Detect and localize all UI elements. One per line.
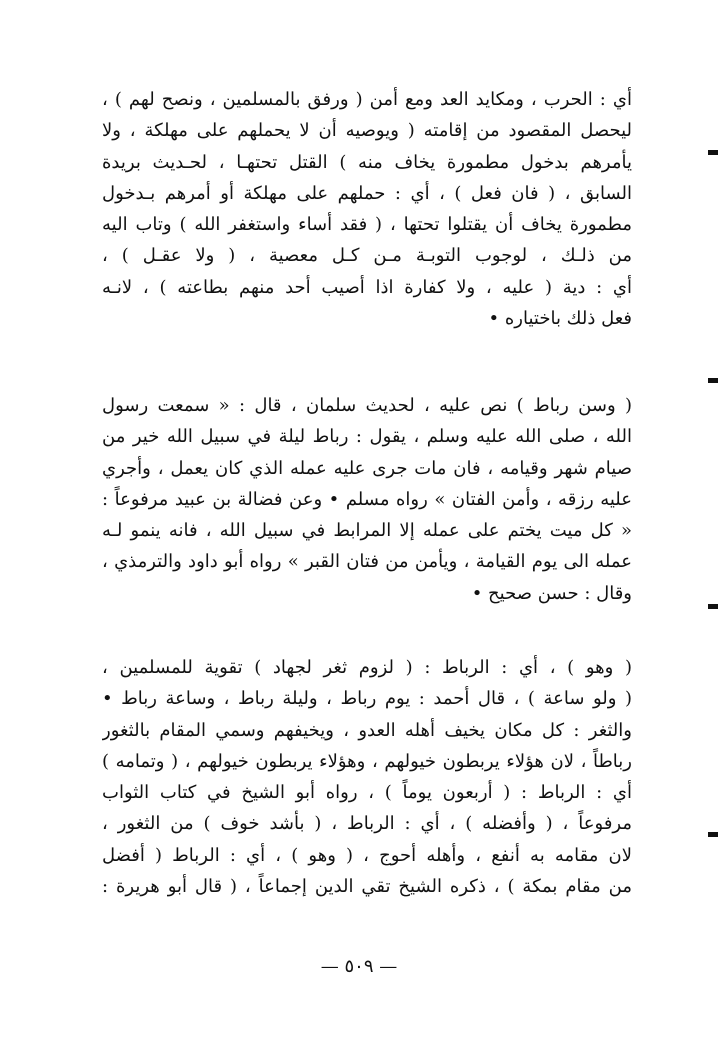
text-line: فعل ذلك باختياره • [488,308,632,330]
text-line: الله ، صلى الله عليه وسلم ، يقول : رباط ليلة في سبيل الله خير من [102,426,632,448]
text-line: ( وسن رباط ) نص عليه ، لحديث سلمان ، قال : « سمعت رسول [102,395,632,416]
text-line: « كل ميت يختم على عمله إلا المرابط في سبيل الله ، فانه ينمو لـه [102,520,632,542]
text-line: مطمورة يخاف أن يقتلوا تحتها ، ( فقد أساء واستغفر الله ) وتاب اليه [102,214,632,236]
text-line: ليحصل المقصود من إقامته ( ويوصيه أن لا يحملهم على مهلكة ، ولا [102,120,632,142]
text-line: صيام شهر وقيامه ، فان مات جرى عليه عمله الذي كان يعمل ، وأجري [102,457,632,479]
text-line: والثغر : كل مكان يخيف أهله العدو ، ويخيفهم وسمي المقام بالثغور [102,719,632,741]
text-line: يأمرهم بدخول مطمورة يخاف منه ) القتل تحتهـا ، لحـديث بريدة [102,151,632,173]
text-line: رباطاً ، لان هؤلاء يربطون خيولهم ، وهؤلاء يربطون خيولهم ، ( وتمامه ) [102,750,632,772]
edge-tick-mark [708,832,718,837]
text-line: أي : دية ( عليه ، ولا كفارة اذا أصيب أحد منهم بطاعته ) ، لانـه [102,276,632,298]
text-line: أي : الحرب ، ومكايد العد ومع أمن ( ورفق بالمسلمين ، ونصح لهم ) ، [102,89,632,110]
text-line: ( ولو ساعة ) ، قال أحمد : يوم رباط ، وليلة رباط ، وساعة رباط • [102,688,632,710]
text-line: عليه رزقه ، وأمن الفتان » رواه مسلم • وعن فضالة بن عبيد مرفوعاً : [102,488,632,510]
paragraph-1 [102,84,632,334]
edge-tick-mark [708,604,718,609]
paragraph-2 [102,390,632,609]
text-line: أي : الرباط : ( أربعون يوماً ) ، رواه أبو الشيخ في كتاب الثواب [102,782,632,804]
text-line: عمله الى يوم القيامة ، ويأمن من فتان القبر » رواه أبو داود والترمذي ، [102,551,632,573]
page-number: — ٥٠٩ — [320,956,398,977]
text-line: مرفوعاً ، ( وأفضله ) ، أي : الرباط ، ( بأشد خوف ) من الثغور ، [102,813,632,835]
edge-tick-mark [708,150,718,155]
paragraph-3 [102,652,632,902]
text-line: من ذلـك ، لوجوب التوبـة مـن كـل معصية ، ( ولا عقـل ) ، [102,245,632,267]
text-line: السابق ، ( فان فعل ) ، أي : حملهم على مهلكة أو أمرهم بـدخول [102,182,632,204]
text-line: لان مقامه به أنفع ، وأهله أحوج ، ( وهو ) ، أي : الرباط ( أفضل [102,844,632,866]
text-line: ( وهو ) ، أي : الرباط : ( لزوم ثغر لجهاد ) تقوية للمسلمين ، [102,657,632,678]
text-line: من مقام بمكة ) ، ذكره الشيخ تقي الدين إجماعاً ، ( قال أبو هريرة : [102,876,632,898]
edge-tick-mark [708,378,718,383]
text-line: وقال : حسن صحيح • [471,582,632,604]
